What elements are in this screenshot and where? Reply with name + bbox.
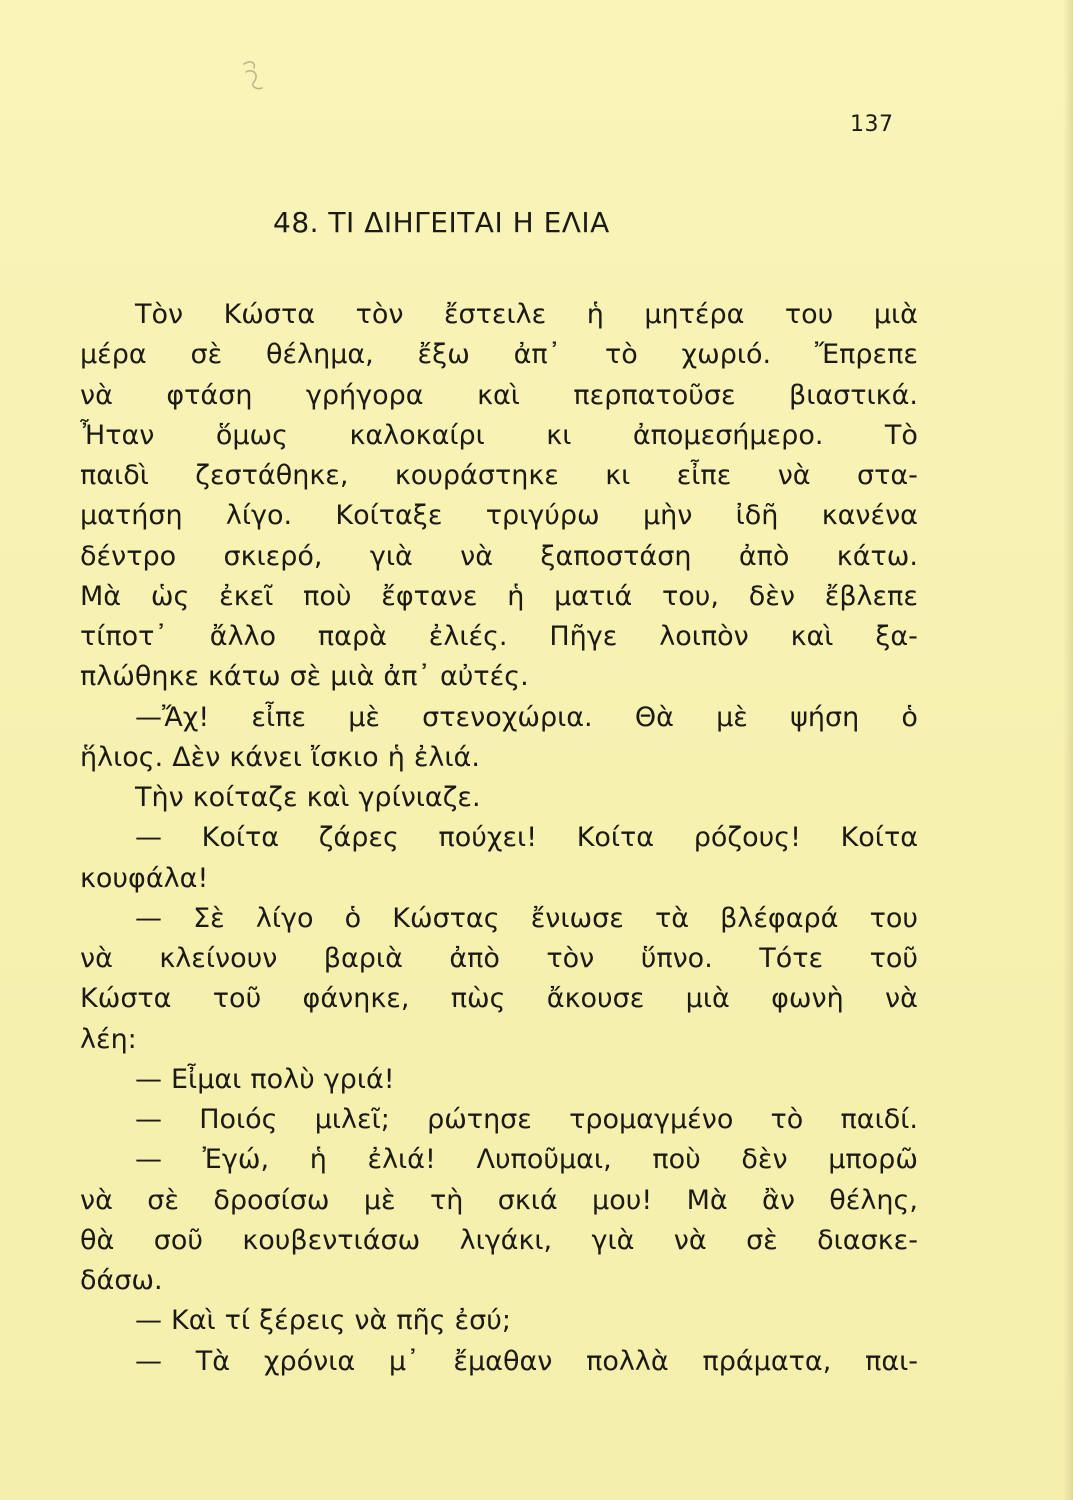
word: τὸ (604, 339, 638, 371)
word: ζάρες (318, 822, 399, 854)
word: ἔφτανε (381, 580, 478, 612)
word: πολὺ (250, 1063, 315, 1095)
word: ἥλιος. (80, 741, 164, 773)
word: ἰδῆ (735, 500, 779, 532)
word: ἀπὸ (449, 943, 500, 974)
text-line (80, 1221, 918, 1261)
pencil-scribble-mark (236, 58, 276, 98)
word: — (135, 902, 162, 934)
page-number: 137 (850, 112, 894, 137)
word: σὲ (190, 339, 223, 371)
word: νὰ (354, 1305, 388, 1337)
word: ἀπ᾽ (383, 661, 431, 693)
word: βιαστικά. (789, 379, 918, 411)
word: πράματα, (702, 1345, 832, 1377)
word: — (135, 1063, 162, 1095)
word: τὸν (546, 943, 595, 974)
word: Τότε (759, 943, 824, 974)
word: παιδὶ (80, 460, 149, 491)
word: μου! (592, 1184, 653, 1216)
word: — (135, 1345, 162, 1377)
word: πῆς (396, 1305, 446, 1337)
word: κουβεντιάσω (242, 1224, 421, 1256)
word: δὲν (748, 580, 795, 612)
word: τὰ (654, 902, 689, 934)
word: νὰ (80, 943, 113, 974)
word: χρόνια (263, 1345, 356, 1377)
word: Σὲ (193, 902, 225, 934)
word: μιὰ (873, 299, 918, 330)
word: ρόζους! (693, 822, 801, 854)
word: ἀπὸ (738, 540, 790, 572)
word: Τὰ (195, 1345, 231, 1377)
word: καὶ (306, 782, 350, 813)
word: μὲ (363, 1184, 396, 1216)
word: λίγο (255, 902, 314, 934)
word: ἐλιά. (413, 741, 480, 773)
word: Δὲν (172, 741, 221, 773)
word: κλείνουν (159, 943, 278, 974)
word: ἔμαθαν (453, 1345, 553, 1377)
word: ἴσκιο (310, 741, 379, 773)
word: πούχει! (438, 822, 538, 854)
word: τοῦ (869, 943, 918, 974)
word: ἀπ᾽ (513, 339, 562, 371)
text-line (80, 778, 918, 818)
word: σοῦ (153, 1224, 203, 1256)
word: κοίταζε (192, 782, 298, 813)
word: κουφάλα! (80, 862, 209, 894)
text-line (80, 376, 918, 416)
word: πὼς (450, 983, 506, 1015)
word: σκιερό, (223, 540, 323, 572)
word: ἔνιωσε (530, 902, 624, 934)
word: παιδί. (840, 1104, 918, 1135)
text-line (80, 537, 918, 577)
word: εἶπε (251, 701, 306, 733)
word: κουράστηκε (394, 460, 559, 491)
word: Κώστα (223, 299, 316, 330)
word: νὰ (80, 379, 113, 411)
word: δροσίσω (213, 1184, 330, 1216)
word: θέλης, (829, 1184, 918, 1216)
word: ξαποστάση (540, 540, 692, 572)
word: ἡ (586, 299, 604, 330)
word: μ᾽ (388, 1345, 420, 1377)
word: λίγο. (225, 500, 293, 532)
word: φάνηκε, (302, 983, 410, 1015)
word: σὲ (289, 661, 322, 693)
word: Κοίταξε (335, 500, 443, 532)
word: δέντρο (80, 540, 177, 572)
word: ρώτησε (427, 1104, 532, 1135)
word: ξέρεις (259, 1305, 346, 1337)
word: Μὰ (80, 580, 122, 612)
body-text (80, 295, 918, 1382)
text-line (80, 1181, 918, 1221)
word: Ἐγώ, (202, 1144, 270, 1176)
word: τὴ (429, 1184, 464, 1216)
word: γρήγορα (305, 379, 424, 411)
word: περπατοῦσε (573, 379, 736, 411)
word: ἂν (762, 1184, 795, 1216)
word: διασκε- (817, 1224, 918, 1256)
word: μπορῶ (828, 1144, 918, 1176)
word: δάσω. (80, 1265, 163, 1296)
word: στα- (857, 460, 918, 491)
text-line (80, 657, 918, 697)
text-line (80, 295, 918, 335)
word: κανένα (821, 500, 918, 532)
word: ἔξω (417, 339, 470, 371)
word: νὰ (777, 460, 811, 491)
word: ποὺ (652, 1144, 701, 1176)
word: θέλημα, (266, 339, 374, 371)
text-line (80, 1020, 918, 1060)
word: σκιά (497, 1184, 558, 1216)
text-line (80, 1140, 918, 1180)
page-edge-shadow (1063, 0, 1073, 1500)
word: νὰ (673, 1224, 707, 1256)
word: τὸν (355, 299, 404, 330)
word: ὁ (901, 701, 918, 733)
word: ξα- (875, 621, 918, 652)
word: μιὰ (330, 661, 375, 693)
word: του, (662, 580, 719, 612)
word: πλώθηκε (80, 661, 199, 693)
word: Τὸν (135, 299, 184, 330)
word: Πῆγε (549, 621, 618, 652)
word: πολλὰ (586, 1345, 669, 1377)
text-line (80, 496, 918, 536)
word: ἄλλο (209, 621, 277, 652)
word: δὲν (741, 1144, 788, 1176)
word: κάτω (207, 661, 281, 693)
word: παι- (865, 1345, 918, 1377)
word: ποὺ (303, 580, 352, 612)
word: μὲ (348, 701, 380, 733)
text-line (80, 456, 918, 496)
word: ἡ (507, 580, 525, 612)
text-line (80, 738, 918, 778)
word: σὲ (147, 1184, 179, 1216)
text-line (80, 818, 918, 858)
word: τρομαγμένο (569, 1104, 734, 1135)
word: σὲ (746, 1224, 778, 1256)
word: Κώστας (392, 902, 500, 934)
text-line (80, 979, 918, 1019)
word: θὰ (80, 1224, 115, 1256)
word: τίποτ᾽ (80, 621, 168, 652)
word: νὰ (80, 1184, 113, 1216)
word: Εἶμαι (171, 1063, 242, 1095)
word: ψήση (790, 701, 860, 733)
word: λέη: (80, 1023, 137, 1055)
word: Ποιός (199, 1104, 278, 1135)
word: φτάση (166, 379, 253, 411)
word: ζεστάθηκε, (195, 460, 349, 491)
word: μητέρα (644, 299, 745, 330)
word: του (869, 902, 918, 934)
word: τοῦ (212, 983, 262, 1015)
word: Θὰ (634, 701, 674, 733)
word: ὕπνο. (640, 943, 713, 974)
word: Κώστα (80, 983, 172, 1015)
word: —Ἄχ! (135, 701, 210, 733)
word: βλέφαρά (720, 902, 839, 934)
word: ἄκουσε (546, 983, 645, 1015)
text-line (80, 617, 918, 657)
word: Καὶ (171, 1305, 216, 1337)
chapter-title: 48. ΤΙ ΔΙΗΓΕΙΤΑΙ Η ΕΛΙΑ (273, 206, 610, 239)
word: ἡ (387, 741, 405, 773)
word: τὸ (770, 1104, 804, 1135)
word: ἔβλεπε (824, 580, 918, 612)
word: νὰ (885, 983, 918, 1015)
word: αὐτές. (439, 661, 529, 693)
text-line (80, 698, 918, 738)
word: του (784, 299, 834, 330)
word: μέρα (80, 339, 147, 371)
word: φωνὴ (771, 983, 844, 1015)
word: ἡ (309, 1144, 327, 1176)
word: — (135, 822, 162, 854)
word: λιγάκι, (459, 1224, 553, 1256)
word: Ἔπρεπε (814, 339, 918, 371)
word: Τὴν (135, 782, 184, 813)
word: βαριὰ (323, 943, 403, 974)
text-line (80, 335, 918, 375)
word: μιλεῖ; (314, 1104, 390, 1135)
text-line (80, 577, 918, 617)
word: Ἦταν (80, 419, 155, 451)
text-line (80, 859, 918, 899)
word: γριά! (323, 1063, 395, 1095)
word: κάτω. (836, 540, 918, 572)
word: — (135, 1104, 162, 1135)
word: τί (224, 1305, 251, 1337)
word: κι (605, 460, 631, 491)
word: μὲ (716, 701, 748, 733)
word: — (135, 1144, 162, 1176)
text-line (80, 1261, 918, 1301)
word: ἐκεῖ (219, 580, 274, 612)
word: κι (546, 419, 572, 451)
word: καὶ (790, 621, 834, 652)
word: μὴν (642, 500, 693, 532)
word: ὁ (344, 902, 362, 934)
word: γρίνιαζε. (358, 782, 481, 813)
word: Τὸ (884, 419, 918, 451)
text-line (80, 899, 918, 939)
word: ἐσύ; (454, 1305, 511, 1337)
word: τριγύρω (485, 500, 600, 532)
word: Μὰ (686, 1184, 728, 1216)
text-line (80, 416, 918, 456)
word: — (135, 1305, 162, 1337)
word: λοιπὸν (659, 621, 749, 652)
word: ἔστειλε (443, 299, 547, 330)
word: χωριό. (681, 339, 772, 371)
word: Κοίτα (576, 822, 655, 854)
text-line (80, 1342, 918, 1382)
word: ἀπομεσήμερο. (632, 419, 824, 451)
word: γιὰ (591, 1224, 635, 1256)
word: ματιά (554, 580, 633, 612)
word: ὡς (150, 580, 190, 612)
word: μιὰ (685, 983, 730, 1015)
text-line (80, 1100, 918, 1140)
text-line (80, 1301, 918, 1341)
word: καλοκαίρι (349, 419, 485, 451)
word: στενοχώρια. (422, 701, 593, 733)
word: Λυποῦμαι, (476, 1144, 612, 1176)
word: ματήση (80, 500, 183, 532)
word: εἶπε (676, 460, 732, 491)
text-line (80, 1060, 918, 1100)
word: κάνει (229, 741, 302, 773)
word: Κοίτα (201, 822, 280, 854)
word: ἐλιά! (367, 1144, 436, 1176)
word: Κοίτα (840, 822, 918, 854)
word: καὶ (477, 379, 520, 411)
word: ἐλιές. (428, 621, 508, 652)
word: γιὰ (369, 540, 413, 572)
text-line (80, 939, 918, 979)
word: παρὰ (317, 621, 387, 652)
word: ὅμως (215, 419, 288, 451)
word: νὰ (460, 540, 494, 572)
